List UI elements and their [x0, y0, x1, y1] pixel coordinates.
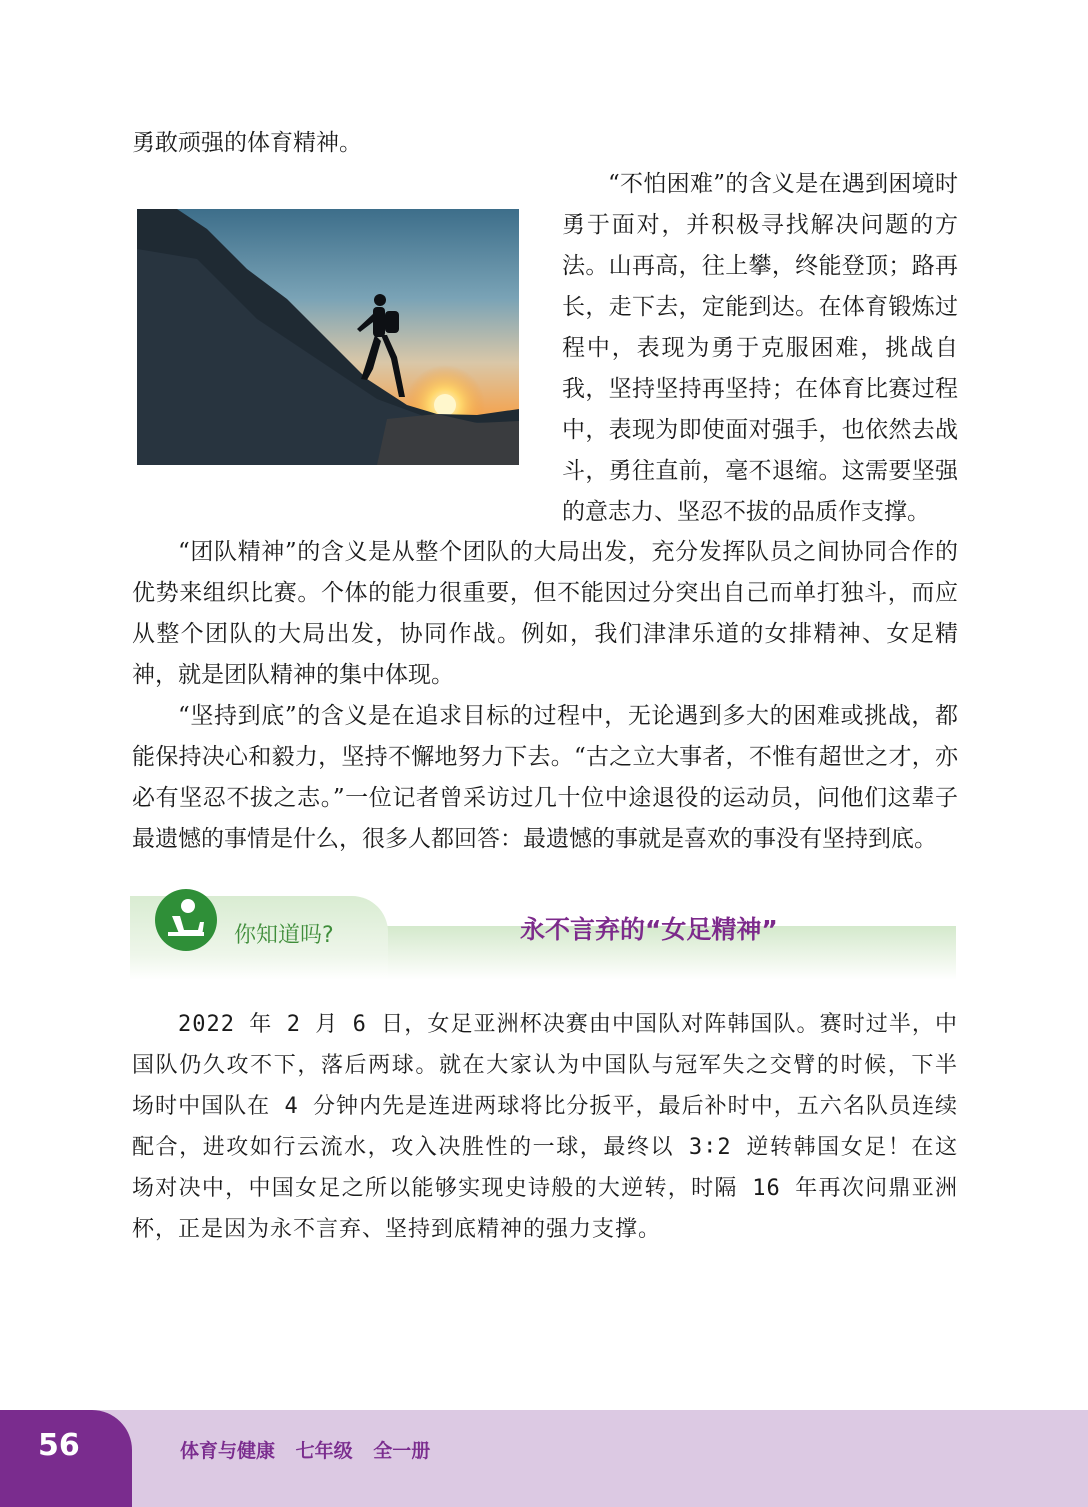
did-you-know-story [132, 1004, 958, 1250]
did-you-know-title: 永不言弃的“女足精神” [520, 915, 778, 944]
page-number: 56 [38, 1428, 80, 1463]
paragraph-top [132, 123, 958, 164]
paragraph-side-text: “不怕困难”的含义是在遇到困境时勇于面对，并积极寻找解决问题的方法。山再高，往上攀，终能登顶；路再长，走下去，定能到达。在体育锻炼过程中，表现为勇于克服困难，挑战自我，坚持坚持再坚持；在体育比赛过程中，表现为即使面对强手，也依然去战斗，勇往直前，毫不退缩。这需要坚强的意志力、坚忍不拔的品质作支撑。 [562, 171, 958, 525]
paragraph-body [132, 532, 958, 860]
paragraph-team: “团队精神”的含义是从整个团队的大局出发，充分发挥队员之间协同合作的优势来组织比赛。个体的能力很重要，但不能因过分突出自己而单打独斗，而应从整个团队的大局出发，协同作战。例如，我们津津乐道的女排精神、女足精神，就是团队精神的集中体现。 [132, 539, 958, 688]
paragraph-persist: “坚持到底”的含义是在追求目标的过程中，无论遇到多大的困难或挑战，都能保持决心和毅力，坚持不懈地努力下去。“古之立大事者，不惟有超世之才，亦必有坚忍不拔之志。”一位记者曾采访过几十位中途退役的运动员，问他们这辈子最遗憾的事情是什么，很多人都回答：最遗憾的事就是喜欢的事没有坚持到底。 [132, 703, 958, 852]
climber-sunset-photo [137, 209, 519, 465]
person-reading-icon [154, 888, 218, 952]
did-you-know-header [130, 896, 956, 980]
did-you-know-text: 2022 年 2 月 6 日，女足亚洲杯决赛由中国队对阵韩国队。赛时过半，中国队仍久攻不下，落后两球。就在大家认为中国队与冠军失之交臂的时候，下半场时中国队在 4 分钟内先是连进两球将比分扳平，最后补时中，五六名队员连续配合，进攻如行云流水，攻入决胜性的一球，最终以 3∶2 逆转韩国女足！在这场对决中，中国女足之所以能够实现史诗般的大逆转，时隔 16 年再次问鼎亚洲杯，正是因为永不言弃、坚持到底精神的强力支撑。 [132, 1012, 958, 1242]
paragraph-top-text: 勇敢顽强的体育精神。 [132, 130, 362, 156]
did-you-know-label: 你知道吗? [234, 923, 334, 948]
book-title: 体育与健康 七年级 全一册 [180, 1440, 431, 1462]
paragraph-side [562, 164, 958, 533]
footer-band [0, 1410, 1088, 1507]
